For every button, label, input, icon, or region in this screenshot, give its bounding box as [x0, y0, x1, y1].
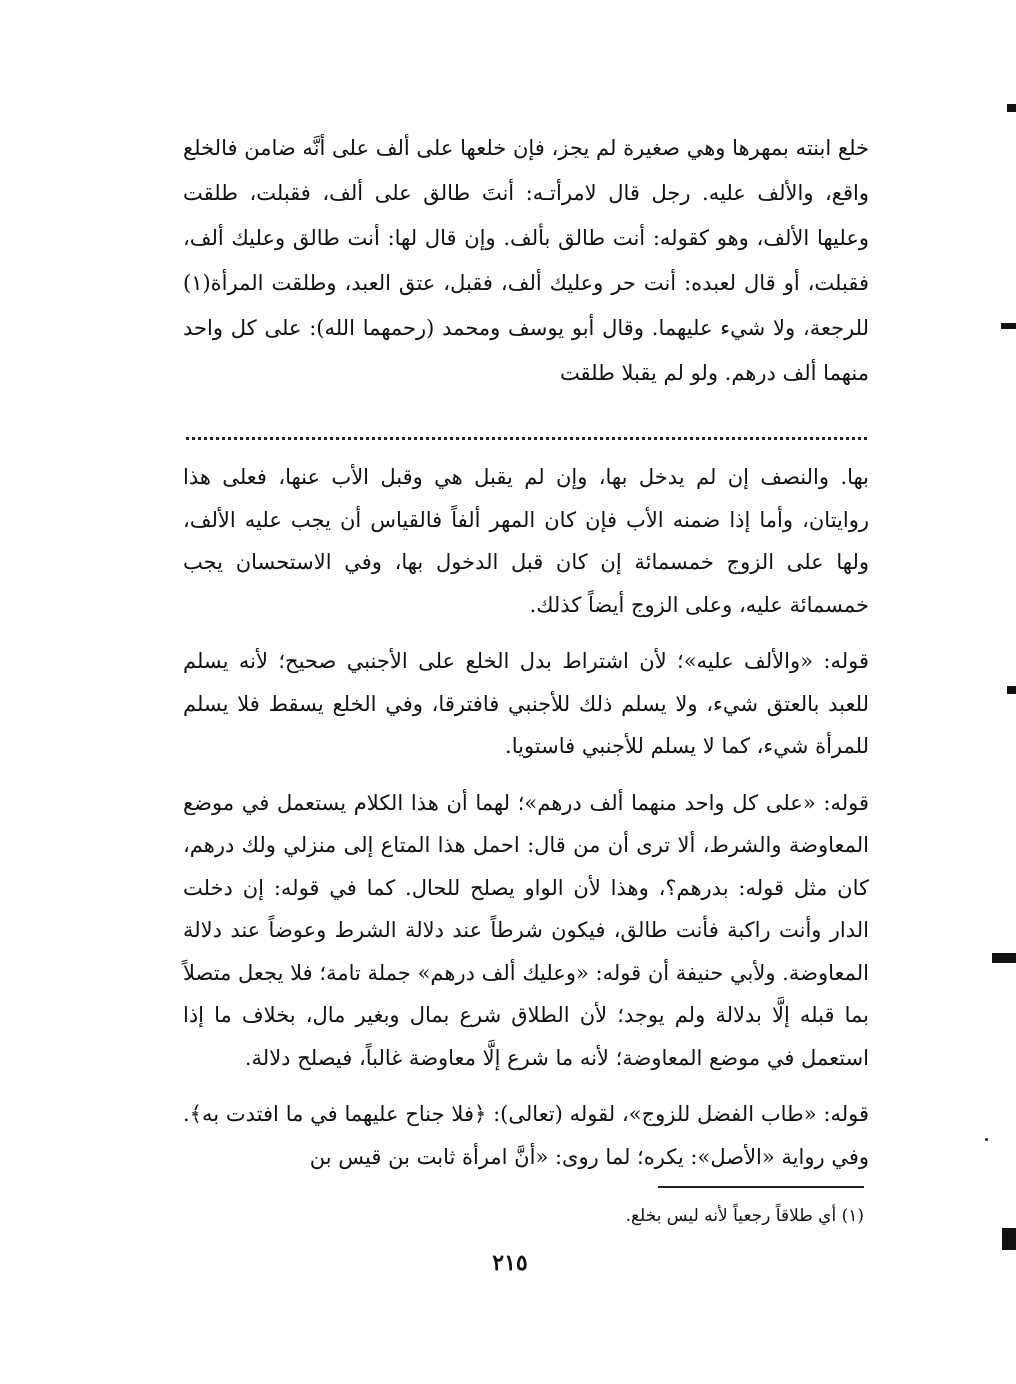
scan-edge-mark — [1002, 1228, 1016, 1250]
commentary-block — [183, 456, 869, 1192]
footnote-rule — [658, 1186, 864, 1188]
commentary-paragraph: قوله: «والألف عليه»؛ لأن اشتراط بدل الخلع على الأجنبي صحيح؛ لأنه يسلم للعبد بالعتق شيء، ولا يسلم ذلك للأجنبي فافترقا، وفي الخلع يسقط فلا يسلم للمرأة شيء، كما لا يسلم للأجنبي فاستويا. — [183, 649, 869, 758]
scan-speck — [985, 1138, 988, 1141]
footnote: (١) أي طلاقاً رجعياً لأنه ليس بخلع. — [625, 1206, 864, 1226]
scan-edge-mark — [1007, 686, 1016, 694]
commentary-paragraph: قوله: «على كل واحد منهما ألف درهم»؛ لهما أن هذا الكلام يستعمل في موضع المعاوضة والشرط، ألا ترى أن من قال: احمل هذا المتاع إلى منزلي ولك درهم، كان مثل قوله: بدرهم؟، وهذا لأن الواو يصلح للحال. كما في قوله: إن دخلت الدار وأنت راكبة فأنت طالق، فيكون شرطاً عند دلالة الشرط وعوضاً عند دلالة المعاوضة. ولأبي حنيفة أن قوله: «وعليك ألف درهم» جملة تامة؛ فلا يجعل متصلاً بما قبله إلَّا بدلالة ولم يوجد؛ لأن الطلاق شرع بمال وبغير مال، بخلاف ما إذا استعمل في موضع المعاوضة؛ لأنه ما شرع إلَّا معاوضة غالباً، فيصلح دلالة. — [183, 790, 869, 1070]
dotted-separator — [186, 437, 867, 440]
commentary-paragraph: بها. والنصف إن لم يدخل بها، وإن لم يقبل هي وقبل الأب عنها، فعلى هذا روايتان، وأما إذا ضمنه الأب فإن كان المهر ألفاً فالقياس أن يجب عليه الألف، ولها على الزوج خمسمائة إن كان قبل الدخول بها، وفي الاستحسان يجب خمسمائة عليه، وعلى الزوج أيضاً كذلك. — [183, 465, 869, 617]
scan-edge-mark — [992, 953, 1016, 963]
main-text-block: خلع ابنته بمهرها وهي صغيرة لم يجز، فإن خلعها على ألف على أنَّه ضامن فالخلع واقع، والألف عليه. رجل قال لامرأتـه: أنتَ طالق على ألف، فقبلت، طلقت وعليها الألف، وهو كقوله: أنت طالق بألف. وإن قال لها: أنت طالق وعليك ألف، فقبلت، أو قال لعبده: أنت حر وعليك ألف، فقبل، عتق العبد، وطلقت المرأة(١) للرجعة، ولا شيء عليهما. وقال أبو يوسف ومحمد (رحمهما الله): على كل واحد منهما ألف درهم. ولو لم يقبلا طلقت — [183, 136, 869, 385]
scan-edge-mark — [1007, 104, 1016, 112]
page-number: ٢١٥ — [492, 1250, 528, 1276]
scan-edge-mark — [1001, 323, 1016, 329]
commentary-paragraph: قوله: «طاب الفضل للزوج»، لقوله (تعالى): ﴿فلا جناح عليهما في ما افتدت به﴾. وفي رواية «الأصل»: يكره؛ لما روى: «أنَّ امرأة ثابت بن قيس بن — [183, 1102, 869, 1169]
